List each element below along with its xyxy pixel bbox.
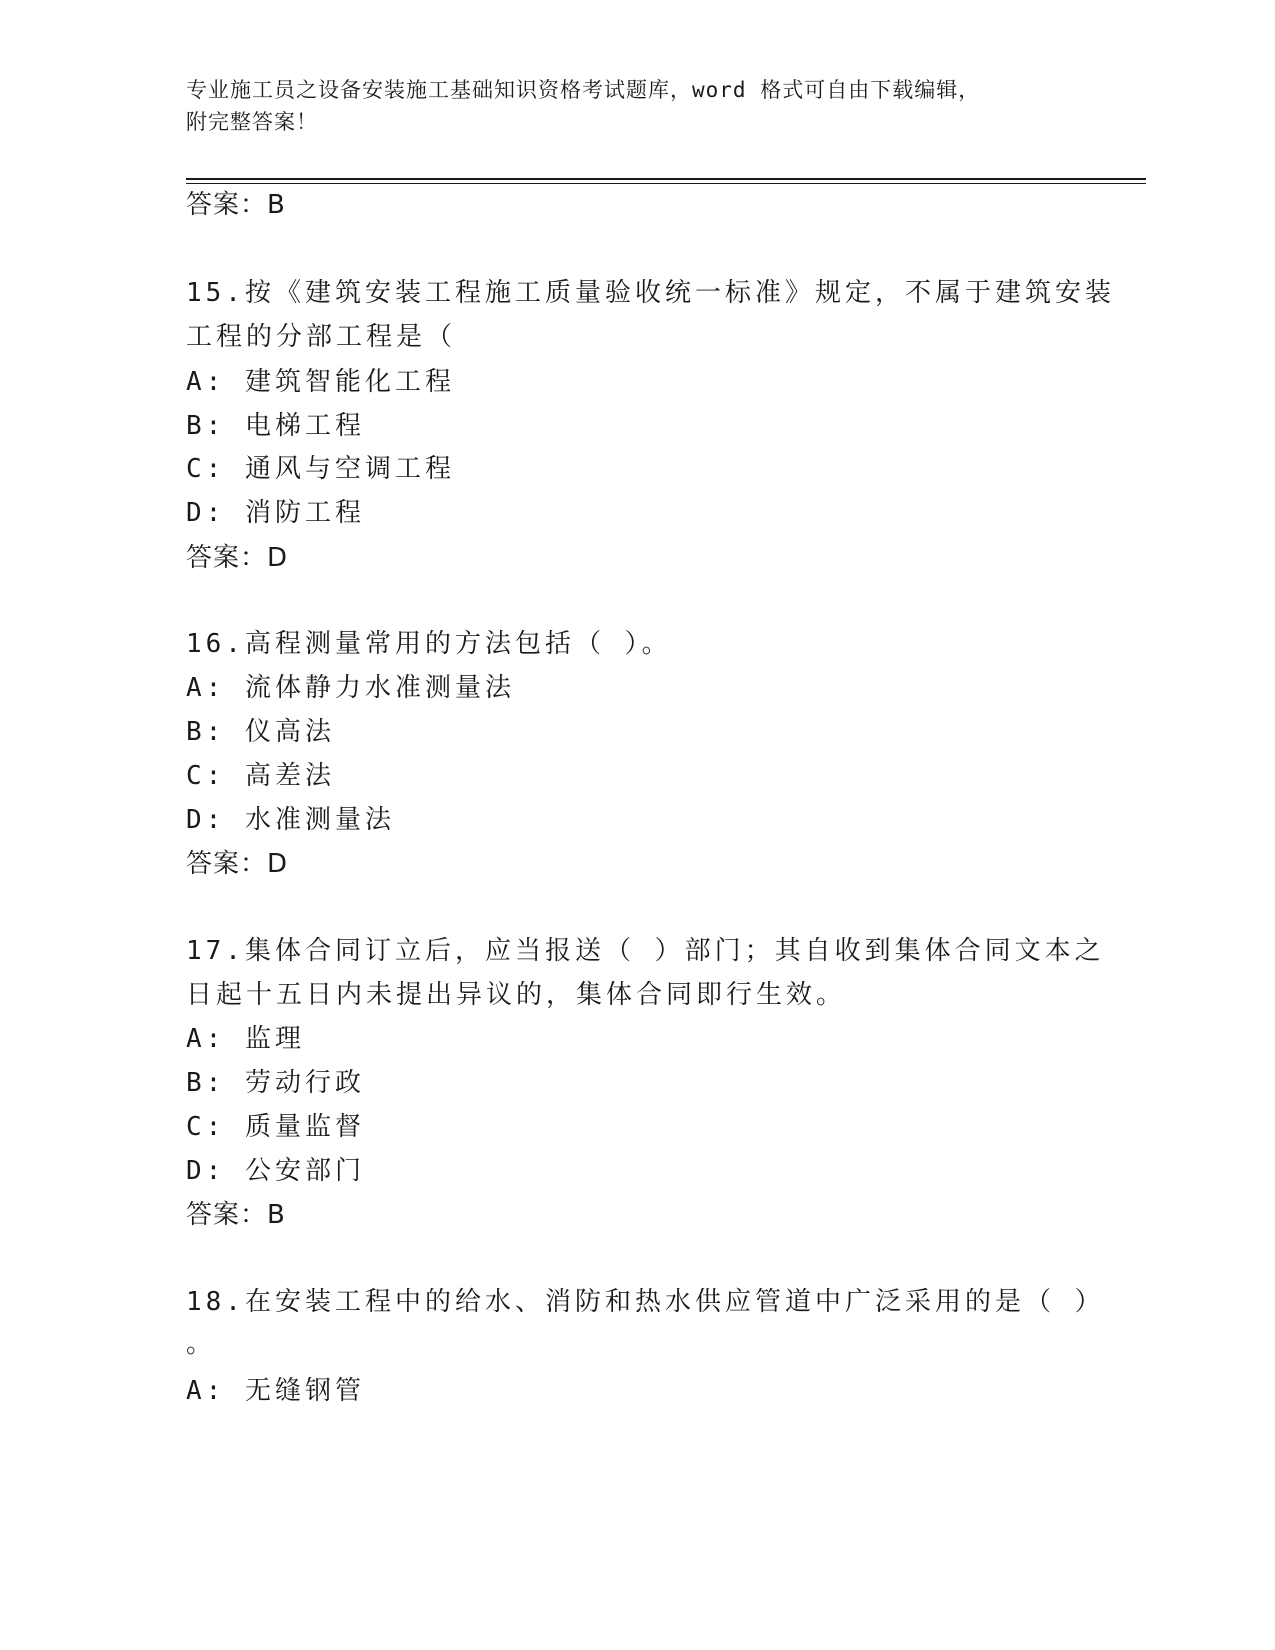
question-18-stem-line-2: 。	[186, 1329, 217, 1359]
question-15-option-c: C: 通风与空调工程	[186, 454, 455, 484]
question-18-option-a: A: 无缝钢管	[186, 1376, 365, 1406]
header-line-2: 附完整答案！	[186, 110, 318, 134]
question-15-option-d: D: 消防工程	[186, 498, 365, 528]
question-15-answer: 答案：D	[186, 543, 289, 573]
question-17-answer: 答案：B	[186, 1200, 286, 1230]
question-15-option-b: B: 电梯工程	[186, 411, 365, 441]
question-17-option-b: B: 劳动行政	[186, 1068, 365, 1098]
previous-answer: 答案：B	[186, 190, 286, 220]
question-17-option-d: D: 公安部门	[186, 1156, 365, 1186]
question-16-stem-line-1: 16.高程测量常用的方法包括（ ）。	[186, 629, 672, 659]
question-17-stem-line-1: 17.集体合同订立后，应当报送（ ）部门；其自收到集体合同文本之	[186, 936, 1105, 966]
question-18-stem-line-1: 18.在安装工程中的给水、消防和热水供应管道中广泛采用的是（ ）	[186, 1287, 1105, 1317]
header-divider-thin	[186, 183, 1146, 184]
question-16-option-c: C: 高差法	[186, 761, 335, 791]
question-17-option-a: A: 监理	[186, 1024, 305, 1054]
question-17-option-c: C: 质量监督	[186, 1112, 365, 1142]
document-header	[186, 74, 1086, 138]
header-line-1: 专业施工员之设备安装施工基础知识资格考试题库，word 格式可自由下载编辑，	[186, 78, 981, 102]
question-15-stem-line-1: 15.按《建筑安装工程施工质量验收统一标准》规定，不属于建筑安装	[186, 278, 1115, 308]
question-15-stem-line-2: 工程的分部工程是（	[186, 322, 457, 352]
question-17-stem-line-2: 日起十五日内未提出异议的，集体合同即行生效。	[186, 980, 847, 1010]
header-divider-thick	[186, 178, 1146, 180]
question-16-answer: 答案：D	[186, 849, 289, 879]
question-16-option-b: B: 仪高法	[186, 717, 335, 747]
question-15-option-a: A: 建筑智能化工程	[186, 367, 455, 397]
question-16-option-d: D: 水准测量法	[186, 805, 395, 835]
question-16-option-a: A: 流体静力水准测量法	[186, 673, 515, 703]
